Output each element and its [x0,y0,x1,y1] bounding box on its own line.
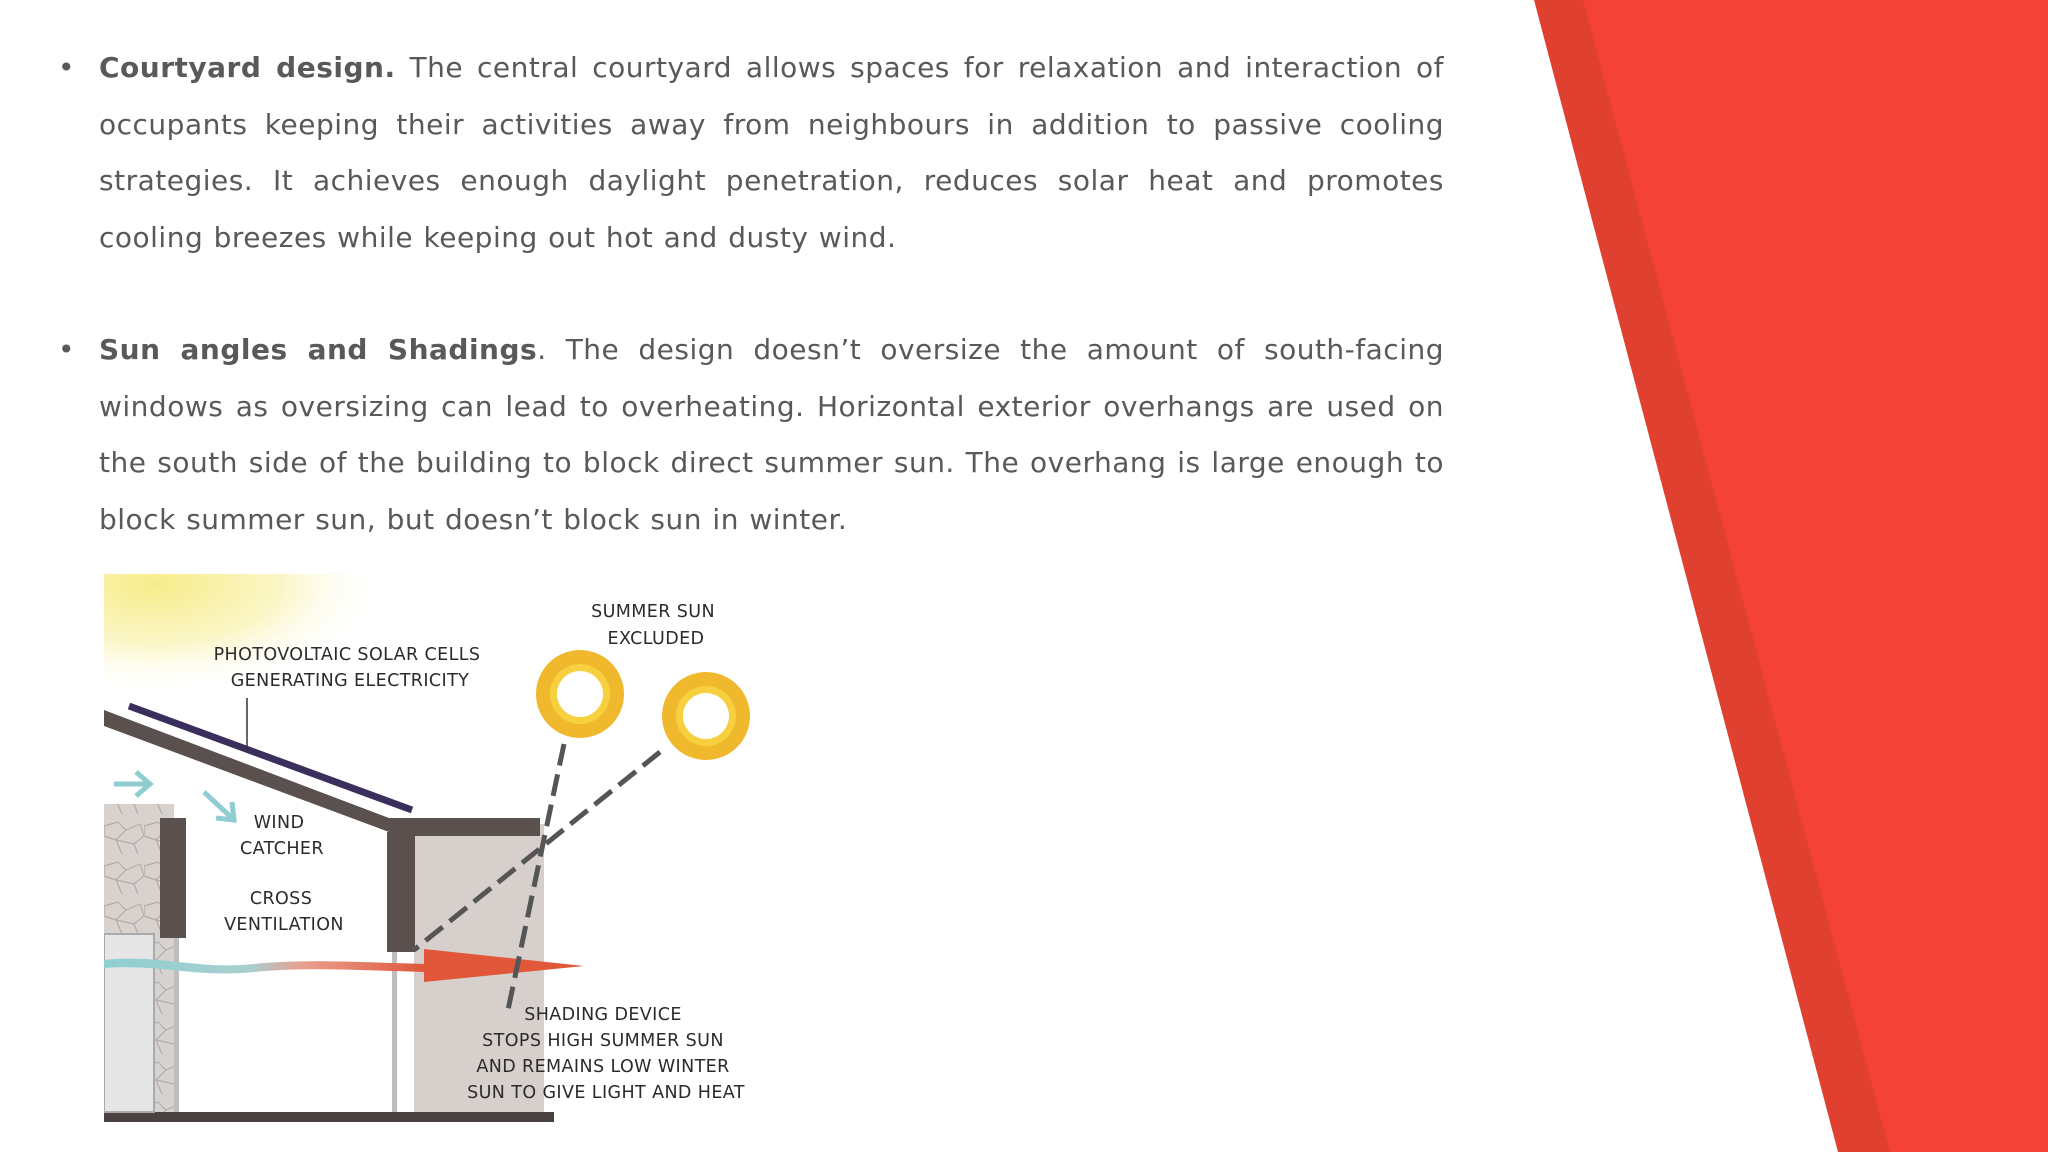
bullet-title: Courtyard design. [99,51,396,84]
bullet-dot: • [58,333,75,366]
label-line: SHADING DEVICE [524,1005,682,1025]
label-line: STOPS HIGH SUMMER SUN [482,1031,724,1051]
label-line: VENTILATION [224,915,344,935]
label-line: AND REMAINS LOW WINTER [476,1057,730,1077]
label-line: CROSS [249,889,313,909]
bullet-text: . The design doesn’t oversize the amount of south-facing windows as oversizing can lead to overheating. Horizontal exterior overhangs are used on the south side of the building to block direct summer sun. The overhang is large enough to block summer sun, but doesn’t block sun in winter. [99,333,1444,536]
summer-sun-icon [536,650,624,738]
bullet-dot: • [58,51,75,84]
column-left [160,818,186,938]
label-line: SUN TO GIVE LIGHT AND HEAT [467,1083,745,1103]
column-right [387,832,415,952]
label-line: EXCLUDED [607,629,705,649]
window-frame-right [392,952,397,1114]
label-line: WIND [253,813,305,833]
bullet-paragraph [99,40,1444,266]
label-line: PHOTOVOLTAIC SOLAR CELLS [213,645,481,665]
bullet-text: The central courtyard allows spaces for relaxation and interaction of occupants keeping their activities away from neighbours in addition to passive cooling strategies. It achieves enough daylight penetration, reduces solar heat and promotes cooling breezes while keeping out hot and dusty wind. [99,51,1444,254]
label-line: SUMMER SUN [591,602,715,622]
bullet-title: Sun angles and Shadings [99,333,538,366]
passive-design-diagram [104,574,768,1126]
bullet-paragraph [99,322,1444,548]
interior-room [174,834,414,1114]
bullet-list [58,40,1444,548]
floor-slab [104,1112,554,1122]
bullet-sun-angles [58,322,1444,548]
bullet-courtyard-design [58,40,1444,266]
label-line: GENERATING ELECTRICITY [230,671,470,691]
label-line: CATCHER [240,839,324,859]
winter-sun-icon [662,672,750,760]
